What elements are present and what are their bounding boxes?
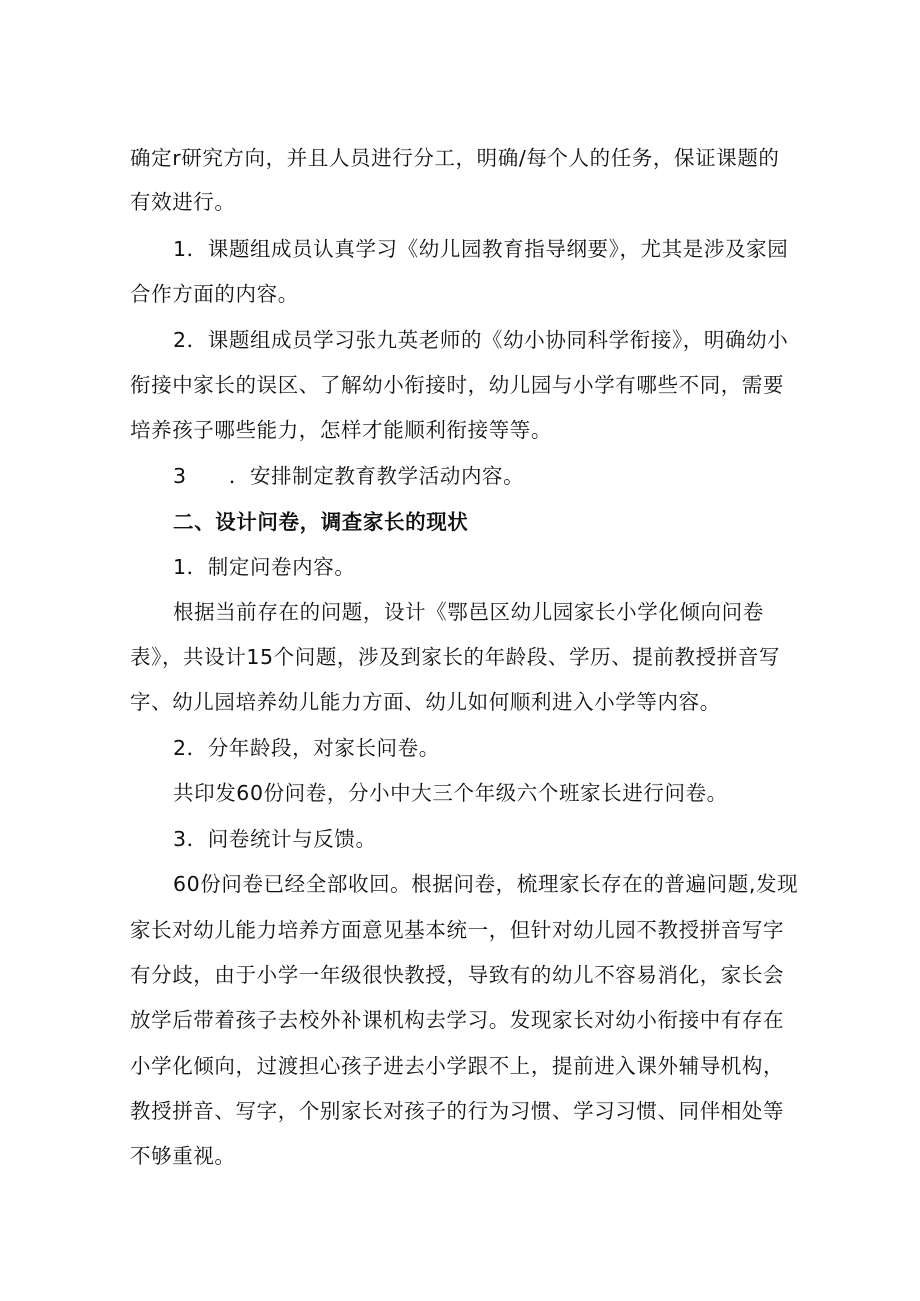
list-item-line: 合作方面的内容。	[130, 282, 299, 306]
section-heading: 二、设计问卷，调查家长的现状	[173, 510, 469, 534]
paragraph-line: 教授拼音、写字，个别家长对孩子的行为习惯、学习习惯、同伴相处等	[130, 1099, 785, 1123]
paragraph-line: 根据当前存在的问题，设计《鄂邑区幼儿园家长小学化倾向问卷	[173, 600, 764, 624]
paragraph-line: 有效进行。	[130, 190, 236, 214]
list-item-line: 3 ．安排制定教育教学活动内容。	[173, 464, 525, 488]
list-item-line: 2．课题组成员学习张九英老师的《幼小协同科学衔接》，明确幼小	[173, 328, 789, 352]
paragraph-line: 放学后带着孩子去校外补课机构去学习。发现家长对幼小衔接中有存在	[130, 1008, 785, 1032]
paragraph-line: 共印发60份问卷，分小中大三个年级六个班家长进行问卷。	[173, 781, 728, 805]
paragraph-line: 小学化倾向，过渡担心孩子进去小学跟不上，提前进入课外辅导机构，	[130, 1054, 785, 1078]
paragraph-line: 字、幼儿园培养幼儿能力方面、幼儿如何顺利进入小学等内容。	[130, 690, 721, 714]
list-item-line: 1．制定问卷内容。	[173, 555, 356, 579]
paragraph-line: 确定r研究方向，并且人员进行分工，明确/每个人的任务，保证课题的	[130, 146, 780, 170]
list-item-line: 培养孩子哪些能力，怎样才能顺利衔接等等。	[130, 418, 552, 442]
list-item-line: 1．课题组成员认真学习《幼儿园教育指导纲要》，尤其是涉及家园	[173, 237, 789, 261]
paragraph-line: 表》，共设计15个问题，涉及到家长的年龄段、学历、提前教授拼音写	[130, 645, 781, 669]
paragraph-line: 有分歧，由于小学一年级很快教授，导致有的幼儿不容易消化，家长会	[130, 963, 785, 987]
paragraph-line: 家长对幼儿能力培养方面意见基本统一，但针对幼儿园不教授拼音写字	[130, 918, 785, 942]
list-item-line: 2．分年龄段，对家长问卷。	[173, 736, 440, 760]
paragraph-line: 60份问卷已经全部收回。根据问卷，梳理家长存在的普遍问题,发现	[173, 872, 799, 896]
list-item-line: 3．问卷统计与反馈。	[173, 827, 377, 851]
paragraph-line: 不够重视。	[130, 1144, 236, 1168]
list-item-line: 衔接中家长的误区、了解幼小衔接时，幼儿园与小学有哪些不同，需要	[130, 373, 785, 397]
